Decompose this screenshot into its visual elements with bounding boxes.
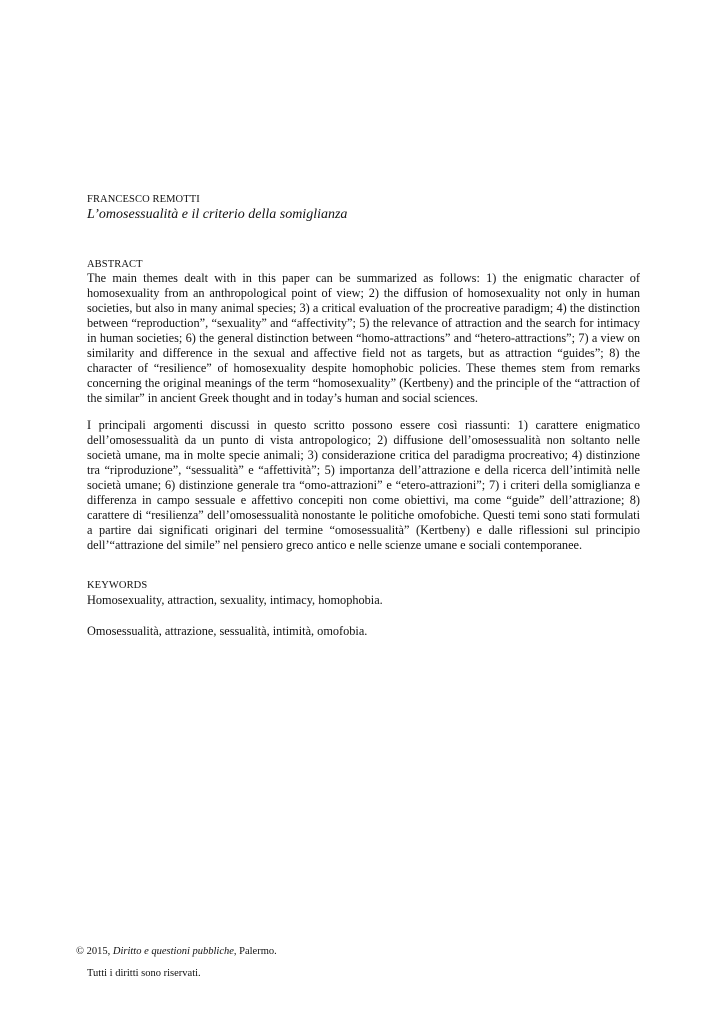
keywords-italian: Omosessualità, attrazione, sessualità, intimità, omofobia. — [87, 624, 368, 638]
paper-title: L’omosessualità e il criterio della somiglianza — [87, 207, 348, 222]
copyright-notice — [76, 946, 277, 957]
abstract-english: The main themes dealt with in this paper can be summarized as follows: 1) the enigmatic character of homosexuality from an anthropological point of view; 2) the diffusion of homosexuality not only in human societies, but also in many animal species; 3) a critical evaluation of the procreative paradigm; 4) the distinction between “reproduction”, “sexuality” and “affectivity”; 5) the relevance of attraction and the search for intimacy in human societies; 6) the general distinction between “homo-attractions” and “hetero-attractions”; 7) a view on similarity and difference in the sexual and affective field not as targets, but as attraction “guides”; 8) the character of “resilience” of homosexuality despite homophobic policies. These themes stem from remarks concerning the original meanings of the term “homosexuality” (Kertbeny) and the principle of the “attraction of the similar” in ancient Greek thought and in today’s human and social sciences. — [87, 271, 640, 405]
keywords-label: KEYWORDS — [87, 580, 148, 591]
copyright-suffix: , Palermo. — [233, 946, 277, 957]
abstract-label: ABSTRACT — [87, 259, 143, 270]
rights-reserved: Tutti i diritti sono riservati. — [87, 968, 201, 979]
copyright-prefix: © 2015, — [76, 946, 113, 957]
keywords-english: Homosexuality, attraction, sexuality, intimacy, homophobia. — [87, 593, 383, 607]
author-name: FRANCESCO REMOTTI — [87, 194, 200, 205]
publisher-name: Diritto e questioni pubbliche — [112, 946, 234, 957]
abstract-italian: I principali argomenti discussi in questo scritto possono essere così riassunti: 1) carattere enigmatico dell’omosessualità da un punto di vista antropologico; 2) diffusione dell’omosessualità non soltanto nelle società umane, ma in molte specie animali; 3) considerazione critica del paradigma procreativo; 4) distinzione tra “riproduzione”, “sessualità” e “affettività”; 5) importanza dell’attrazione e della ricerca dell’intimità nelle società umane; 6) distinzione generale tra “omo-attrazioni” e “etero-attrazioni”; 7) i criteri della somiglianza e differenza in campo sessuale e affettivo concepiti non come obiettivi, ma come “guide” dell’attrazione; 8) carattere di “resilienza” dell’omosessualità nonostante le politiche omofobiche. Questi temi sono stati formulati a partire dai significati originari del termine “omosessualità” (Kertbeny) e dalle riflessioni sul principio dell’“attrazione del simile” nel pensiero greco antico e nelle scienze umane e sociali contemporanee. — [87, 418, 640, 552]
